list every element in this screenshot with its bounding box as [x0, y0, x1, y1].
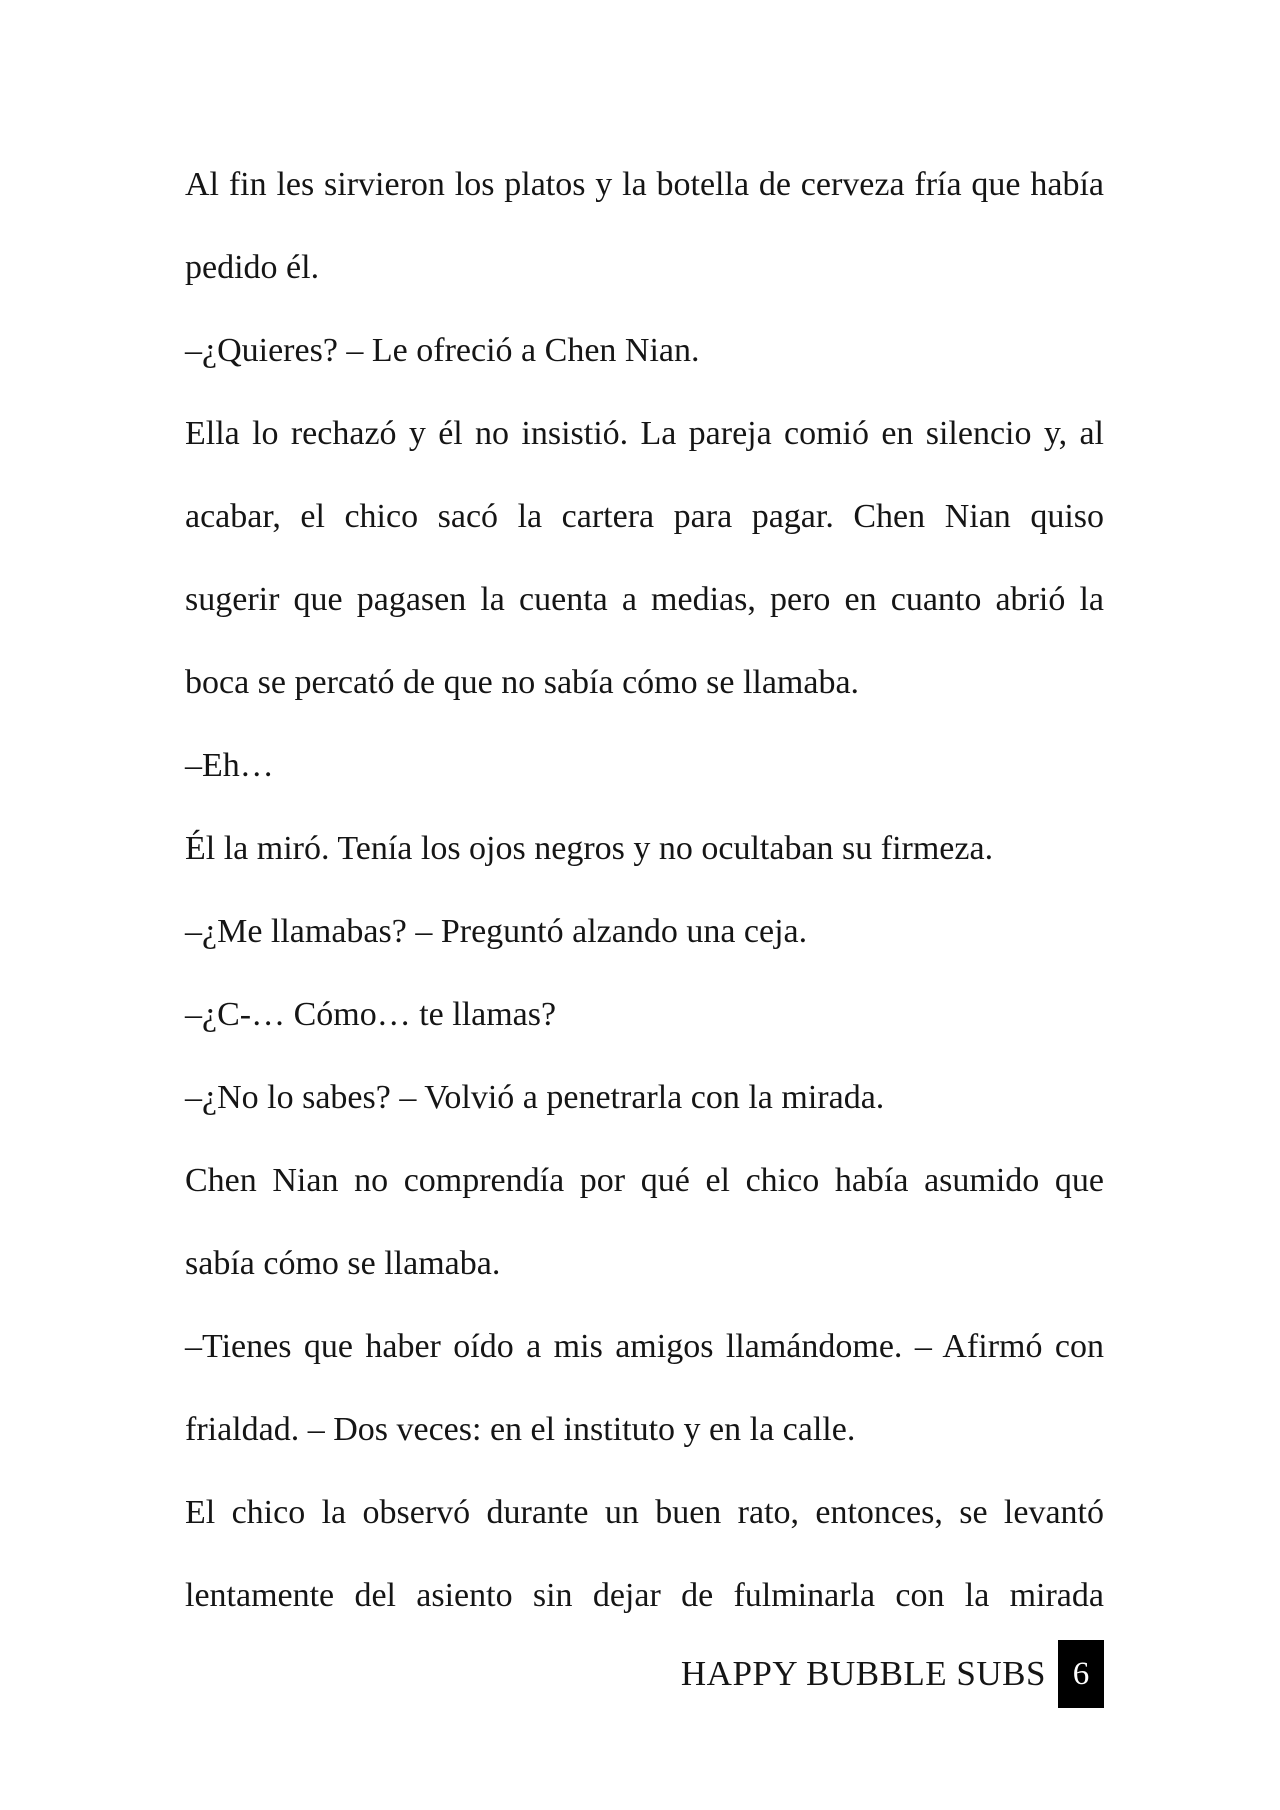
text-line: –¿C-… Cómo… te llamas?	[185, 996, 557, 1033]
text-line: frialdad. – Dos veces: en el instituto y en la calle.	[185, 1411, 856, 1448]
page-footer	[681, 1640, 1104, 1708]
text-line: Al fin les sirvieron los platos y la botella de cerveza fría que había	[185, 166, 1104, 203]
text-line: acabar, el chico sacó la cartera para pagar. Chen Nian quiso	[185, 498, 1104, 535]
text-line: –¿Quieres? – Le ofreció a Chen Nian.	[185, 332, 700, 369]
text-line: –¿No lo sabes? – Volvió a penetrarla con la mirada.	[185, 1079, 885, 1116]
text-line: Ella lo rechazó y él no insistió. La pareja comió en silencio y, al	[185, 415, 1104, 452]
text-line: sabía cómo se llamaba.	[185, 1245, 501, 1282]
text-line: lentamente del asiento sin dejar de fulminarla con la mirada	[185, 1577, 1104, 1614]
text-line: –¿Me llamabas? – Preguntó alzando una ceja.	[185, 913, 808, 950]
text-line: boca se percató de que no sabía cómo se llamaba.	[185, 664, 860, 701]
page-number: 6	[1058, 1640, 1104, 1708]
text-line: pedido él.	[185, 249, 320, 286]
text-line: –Eh…	[185, 747, 274, 784]
body-text	[185, 143, 1104, 1637]
text-line: sugerir que pagasen la cuenta a medias, pero en cuanto abrió la	[185, 581, 1104, 618]
text-line: Él la miró. Tenía los ojos negros y no ocultaban su firmeza.	[185, 830, 994, 867]
text-line: –Tienes que haber oído a mis amigos llamándome. – Afirmó con	[185, 1328, 1104, 1365]
footer-title: HAPPY BUBBLE SUBS	[680, 1654, 1046, 1693]
text-line: Chen Nian no comprendía por qué el chico había asumido que	[185, 1162, 1104, 1199]
text-line: El chico la observó durante un buen rato, entonces, se levantó	[185, 1494, 1104, 1531]
